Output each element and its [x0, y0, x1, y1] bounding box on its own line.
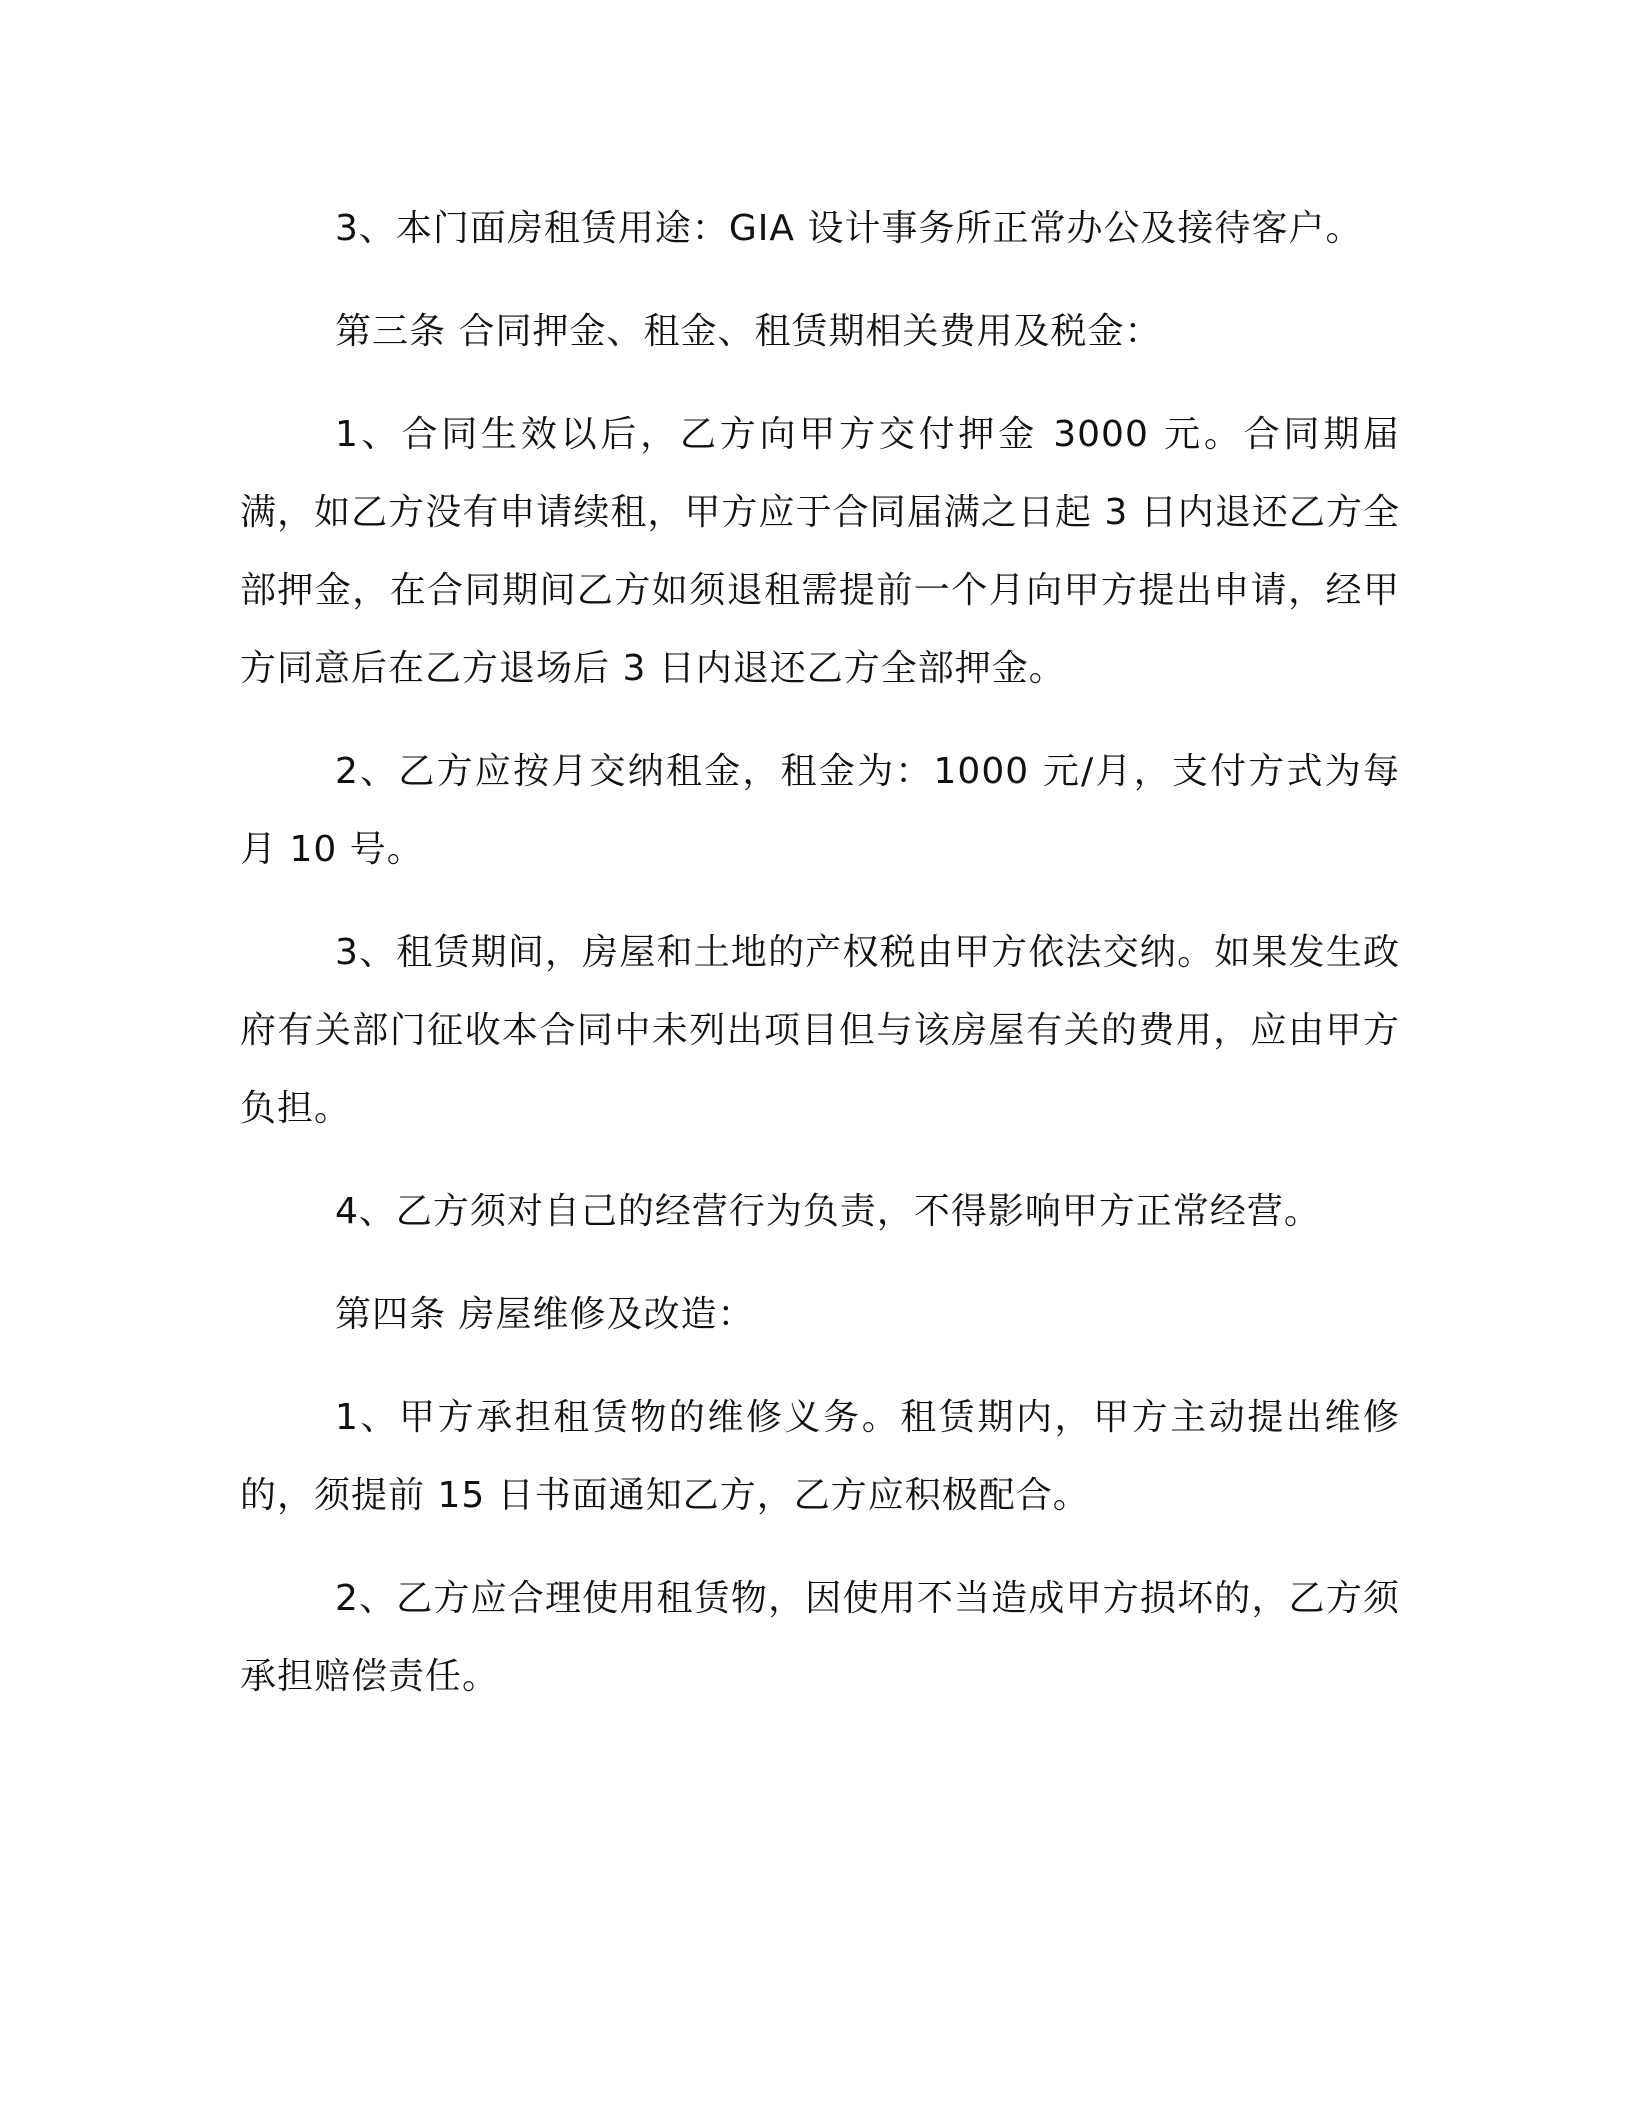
paragraph-tax: 3、租赁期间，房屋和土地的产权税由甲方依法交纳。如果发生政府有关部门征收本合同中未列出项目但与该房屋有关的费用，应由甲方负担。 — [240, 932, 1400, 1129]
section-heading-3: 第三条 合同押金、租金、租赁期相关费用及税金： — [335, 311, 1162, 352]
paragraph-deposit: 1、合同生效以后，乙方向甲方交付押金 3000 元。合同期届满，如乙方没有申请续租，甲方应于合同届满之日起 3 日内退还乙方全部押金，在合同期间乙方如须退租需提前一个月向甲方提出申请，经甲方同意后在乙方退场后 3 日内退还乙方全部押金。 — [240, 414, 1400, 689]
section-heading-4: 第四条 房屋维修及改造： — [335, 1294, 755, 1335]
document-body — [240, 190, 1400, 1741]
paragraph-compensation: 2、乙方应合理使用租赁物，因使用不当造成甲方损坏的，乙方须承担赔偿责任。 — [240, 1578, 1400, 1697]
paragraph-maintenance: 1、甲方承担租赁物的维修义务。租赁期内，甲方主动提出维修的，须提前 15 日书面通知乙方，乙方应积极配合。 — [240, 1397, 1400, 1516]
paragraph-business-conduct: 4、乙方须对自己的经营行为负责，不得影响甲方正常经营。 — [335, 1191, 1321, 1232]
paragraph-rent: 2、乙方应按月交纳租金，租金为：1000 元/月，支付方式为每月 10 号。 — [240, 751, 1400, 870]
paragraph-usage: 3、本门面房租赁用途：GIA 设计事务所正常办公及接待客户。 — [335, 208, 1363, 249]
